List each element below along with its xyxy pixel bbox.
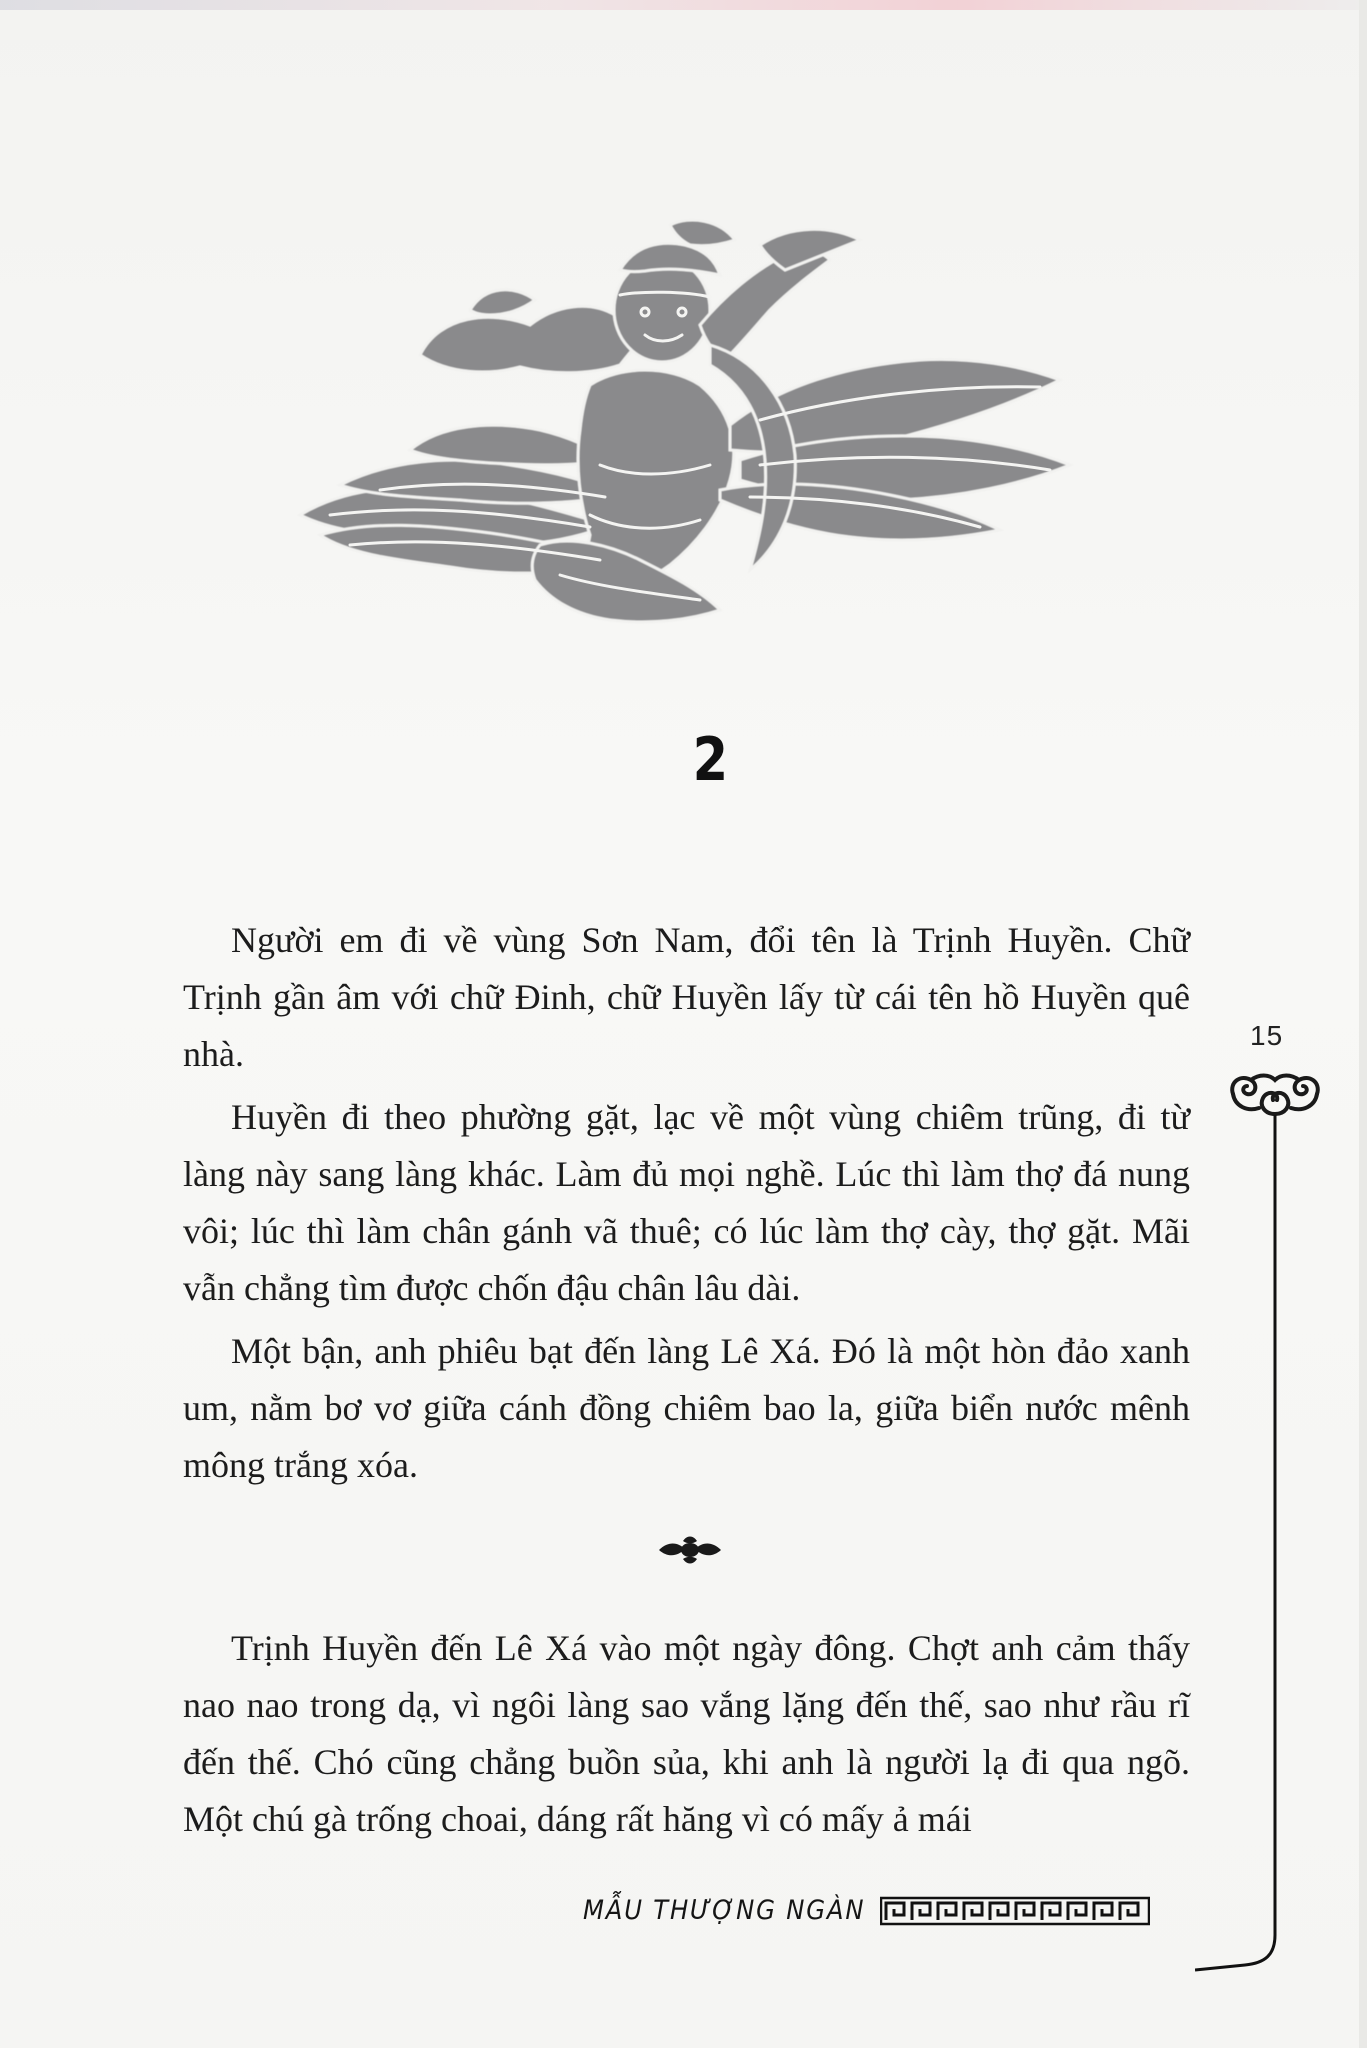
page-top-edge bbox=[0, 0, 1367, 10]
cloud-scroll-ornament-icon bbox=[1225, 1068, 1325, 1120]
paragraph: Huyền đi theo phường gặt, lạc về một vùng chiêm trũng, đi từ làng này sang làng khác. Làm đủ mọi nghề. Lúc thì làm thợ đá nung vôi; lúc thì làm chân gánh vã thuê; có lúc làm thợ cày, thợ gặt. Mãi vẫn chẳng tìm được chốn đậu chân lâu dài. bbox=[183, 1097, 1190, 1308]
book-title-footer: MẪU THƯỢNG NGÀN bbox=[583, 1895, 866, 1926]
lotus-divider-icon bbox=[655, 1535, 725, 1565]
paragraph: Người em đi về vùng Sơn Nam, đổi tên là Trịnh Huyền. Chữ Trịnh gần âm với chữ Đinh, chữ Huyền lấy từ cái tên hồ Huyền quê nhà. bbox=[183, 920, 1190, 1074]
chapter-text-section-1 bbox=[183, 912, 1190, 1500]
paragraph: Trịnh Huyền đến Lê Xá vào một ngày đông. Chợt anh cảm thấy nao nao trong dạ, vì ngôi làng sao vắng lặng đến thế, sao như rầu rĩ đến thế. Chó cũng chẳng buồn sủa, khi anh là người lạ đi qua ngõ. Một chú gà trống choai, dáng rất hăng vì có mấy ả mái bbox=[183, 1628, 1190, 1839]
chapter-number: 2 bbox=[692, 725, 728, 795]
flying-celestial-dancer-illustration bbox=[290, 215, 1090, 645]
page-frame-line bbox=[1195, 1115, 1295, 1975]
chapter-text-section-2 bbox=[183, 1620, 1190, 1854]
page-number: 15 bbox=[1250, 1020, 1284, 1051]
paragraph: Một bận, anh phiêu bạt đến làng Lê Xá. Đó là một hòn đảo xanh um, nằm bơ vơ giữa cánh đồng chiêm bao la, giữa biển nước mênh mông trắng xóa. bbox=[183, 1331, 1190, 1485]
page-right-edge bbox=[1359, 0, 1367, 2048]
greek-key-pattern bbox=[880, 1895, 1150, 1927]
